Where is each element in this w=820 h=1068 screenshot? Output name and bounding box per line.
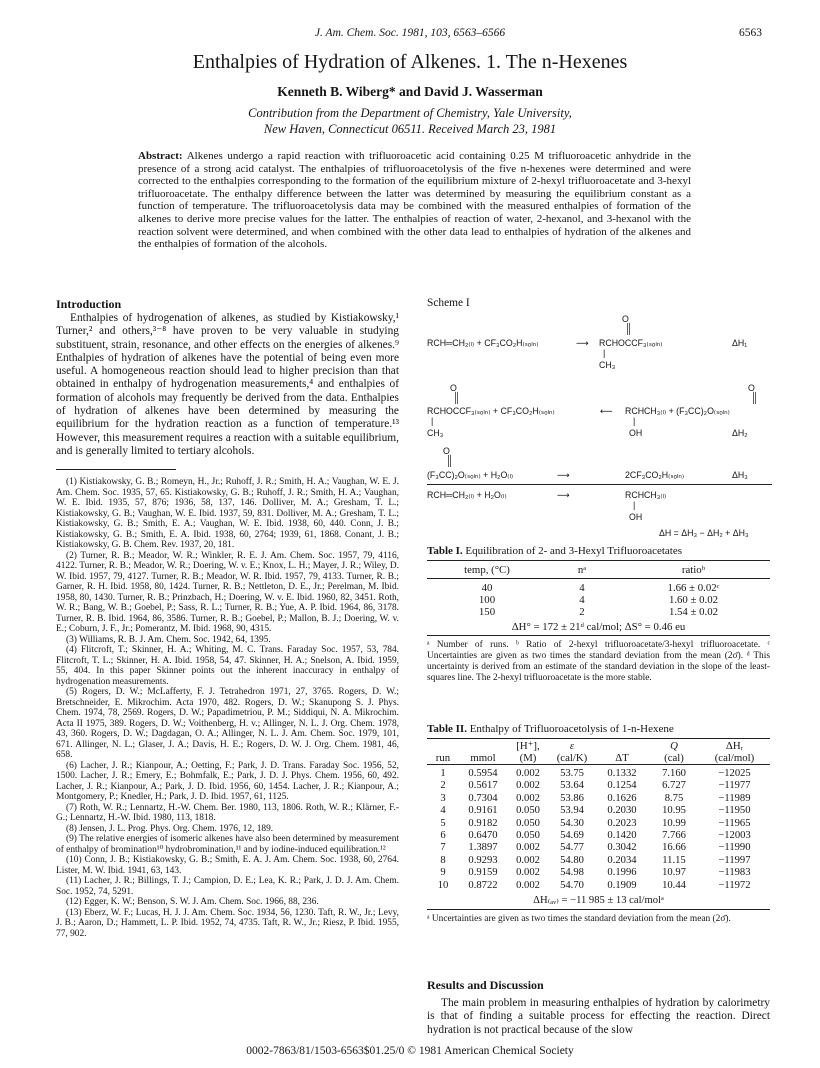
table2-grid bbox=[427, 738, 770, 910]
scheme-sum-line bbox=[427, 484, 772, 485]
table-row bbox=[427, 805, 770, 817]
table-cell: 54.77 bbox=[560, 842, 584, 854]
table-cell: 7.766 bbox=[662, 830, 686, 842]
table-cell: −11965 bbox=[718, 817, 751, 829]
table-cell: 0.3042 bbox=[607, 842, 637, 854]
table-cell: 9 bbox=[440, 867, 446, 879]
reference-item: (5) Rogers, D. W.; McLafferty, F. J. Tetrahedron 1971, 27, 3765. Rogers, D. W.; Bretschneider, E. Mikrochim. Acta 1970, 482. Rogers, D. W.; Skanupong S. J. Phys. Chem. 1974, 78, 2569. Rogers, D. W.; Papadimetriou, P. M.; Siddiqui, N. A. Mikrochim. Acta II 1975, 389. Rogers, D. W.; Voithenberg, H. v.; Allinger, N. L. J. Org. Chem. 1978, 43, 360. Rogers, D. W.; Dagdagan, O. A.; Allinger, N. L. J. Am. Chem. Soc. 1979, 101, 671. Allinger, N. L.; Glaser, J. A.; Davis, H. E.; Rogers, D. W. J. Org. Chem. 1981, 46, 658. bbox=[56, 687, 399, 760]
table2-summary: ΔH₍ₐᵥ₎ = −11 985 ± 13 cal/molᵃ bbox=[533, 895, 664, 907]
table1-header-cell: temp, (°C) bbox=[464, 563, 510, 576]
net-reaction-product: RCHCH₃₍ₗ₎ bbox=[625, 490, 667, 500]
table-cell: 1.66 ± 0.02ᶜ bbox=[667, 582, 720, 594]
table2 bbox=[427, 738, 770, 925]
introduction-text: Enthalpies of hydrogenation of alkenes, as studied by Kistiakowsky,¹ Turner,² and others,³⁻⁸ have proven to be very valuable in studying substituent, strain, resonance, and other effects on the energies of alkenes.⁹ Enthalpies of hydration of alkenes have the potential of being even more useful. A homogeneous reaction should lead to higher precision than that obtained in enthalpy of hydrogenation measurements,⁴ and enthalpies of formation of alcohols may frequently be derived from the data. Enthalpies of hydration of alkenes have been determined by measuring the equilibrium for the hydration reaction as a function of temperature.¹³ However, this measurement requires a reaction with a suitable equilibrium, and is generally limited to tertiary alcohols. bbox=[56, 312, 399, 457]
carbonyl-o-1: O bbox=[622, 314, 629, 324]
double-bond-1: ║ bbox=[625, 324, 633, 335]
table1-summary: ΔH° = 172 ± 21ᵈ cal/mol; ΔS° = 0.46 eu bbox=[511, 621, 686, 633]
table-row bbox=[427, 892, 770, 910]
table-row bbox=[427, 765, 770, 781]
scheme-label: Scheme I bbox=[427, 297, 470, 309]
table1-grid bbox=[427, 560, 770, 636]
table-cell: 16.66 bbox=[662, 842, 686, 854]
hydroxyl-2: OH bbox=[629, 428, 643, 438]
table-row bbox=[427, 818, 770, 830]
table-cell: 54.69 bbox=[560, 830, 584, 842]
table-cell: 0.050 bbox=[516, 830, 540, 842]
table-cell: 54.70 bbox=[560, 879, 584, 891]
introduction-section bbox=[56, 297, 399, 458]
delta-h2: ΔH₂ bbox=[732, 428, 748, 438]
reference-item: (1) Kistiakowsky, G. B.; Romeyn, H., Jr.; Ruhoff, J. R.; Smith, H. A.; Vaughan, W. E. J. Am. Chem. Soc. 1935, 57, 65. Kistiakowsky, G. B.; Ruhoff, J. R.; Smith, H. A.; Vaughan, W. E. Ibid. 1935, 57, 876; 1936, 58, 137, 146. Dolliver, M. A.; Gresham, T. L.; Kistiakowsky, G. B.; Vaughan, W. E. Ibid. 1937, 59, 831. Dolliver, M. A.; Gresham, T. L.; Kistiakowsky, G. B.; Smith, E. A.; Vaughan, W. E. Ibid. 1938, 60, 440. Conn, J. B.; Kistiakowsky, G. B.; Smith, E. A. Ibid. 1938, 60, 2764; 1939, 61, 1868. Conant, J. B.; Kistiakowsky, G. B. Chem. Rev. 1937, 20, 181. bbox=[56, 477, 399, 550]
table1-caption bbox=[427, 545, 770, 557]
table1-header-cell: ratioᵇ bbox=[681, 563, 706, 576]
table-row bbox=[427, 594, 770, 606]
table-row bbox=[427, 793, 770, 805]
table-cell: 0.6470 bbox=[468, 830, 498, 842]
table-cell: 0.050 bbox=[516, 805, 540, 817]
table-cell: 2 bbox=[440, 780, 446, 792]
abstract-label: Abstract: bbox=[138, 150, 183, 162]
carbonyl-o-2: O bbox=[450, 383, 457, 393]
table-cell: 0.9159 bbox=[468, 867, 498, 879]
table-row bbox=[427, 618, 770, 636]
table1-title: Equilibration of 2- and 3-Hexyl Trifluoroacetates bbox=[465, 545, 683, 557]
table-cell: 0.002 bbox=[516, 879, 540, 891]
hydroxyl-4: OH bbox=[629, 512, 643, 522]
table1-header-cell: nᵃ bbox=[577, 563, 587, 576]
table-cell: −11990 bbox=[718, 842, 751, 854]
table-cell: 0.2023 bbox=[607, 817, 637, 829]
reaction-2-products: RCHCH₃₍ₗ₎ + (F₃CC)₂O₍ₛₒₗₙ₎ bbox=[625, 406, 730, 416]
table-cell: 2 bbox=[579, 606, 585, 618]
table-cell: 0.002 bbox=[516, 792, 540, 804]
affiliation bbox=[0, 105, 820, 137]
table2-header-cell bbox=[427, 739, 459, 753]
introduction-heading: Introduction bbox=[56, 297, 122, 311]
table-cell: 10.44 bbox=[662, 879, 686, 891]
reaction-1-product: RCHOCCF₃₍ₛₒₗₙ₎ bbox=[599, 338, 663, 348]
table-cell: 0.002 bbox=[516, 768, 540, 779]
table-cell: 100 bbox=[478, 594, 496, 606]
table-cell: 0.5954 bbox=[468, 768, 498, 779]
table1-label: Table I. bbox=[427, 545, 463, 557]
results-heading: Results and Discussion bbox=[427, 978, 544, 992]
table-cell: 0.9161 bbox=[468, 805, 498, 817]
table-cell: 10.99 bbox=[662, 817, 686, 829]
table-cell: 10 bbox=[437, 879, 449, 891]
table2-header-cell bbox=[459, 739, 507, 753]
table-cell: 0.1996 bbox=[607, 867, 637, 879]
forward-arrow-4: ⟶ bbox=[557, 490, 570, 500]
table-cell: −12003 bbox=[718, 830, 751, 842]
table-row bbox=[427, 830, 770, 842]
table-cell: −11983 bbox=[718, 867, 751, 879]
page-number: 6563 bbox=[739, 27, 762, 39]
table2-header-cell: ΔHᵣ bbox=[725, 739, 744, 752]
table-cell: 7 bbox=[440, 842, 446, 854]
table-cell: −11950 bbox=[718, 805, 751, 817]
reference-item: (4) Flitcroft, T.; Skinner, H. A.; Whiting, M. C. Trans. Faraday Soc. 1957, 53, 784. Flitcroft, T. L.; Skinner, H. A. Ibid. 1958, 54, 47. Skinner, H. A.; Snelson, A. Ibid. 1959, 55, 404. In this paper Skinner points out the inherent inaccuracy in enthalpy of hydrogenation measurements. bbox=[56, 645, 399, 687]
table-cell: 4 bbox=[440, 805, 446, 817]
table-cell: 11.15 bbox=[662, 854, 686, 866]
table-cell: 53.64 bbox=[560, 780, 584, 792]
forward-arrow-1: ⟶ bbox=[576, 338, 589, 348]
table-cell: 0.1332 bbox=[607, 768, 637, 779]
table-cell: 0.002 bbox=[516, 842, 540, 854]
table-cell: 54.98 bbox=[560, 867, 584, 879]
double-bond-3: ║ bbox=[446, 456, 454, 467]
table2-header-cell: run bbox=[435, 752, 451, 764]
table-row bbox=[427, 780, 770, 792]
reference-item: (12) Egger, K. W.; Benson, S. W. J. Am. Chem. Soc. 1966, 88, 236. bbox=[66, 897, 319, 907]
table-cell: 0.002 bbox=[516, 854, 540, 866]
forward-arrow-3: ⟶ bbox=[557, 470, 570, 480]
table-cell: 4 bbox=[579, 582, 585, 594]
reaction-scheme bbox=[427, 310, 772, 572]
table2-header-cell: (cal/mol) bbox=[714, 752, 755, 764]
table-cell: 53.75 bbox=[560, 768, 584, 779]
table-cell: 0.5617 bbox=[468, 780, 498, 792]
table-cell: 8.75 bbox=[664, 792, 684, 804]
reference-item: (7) Roth, W. R.; Lennartz, H.-W. Chem. Ber. 1980, 113, 1806. Roth, W. R.; Klärner, F.-G.; Lennartz, H.-W. Ibid. 1980, 113, 1818. bbox=[56, 802, 399, 823]
table-row bbox=[427, 855, 770, 867]
net-reaction-reactants: RCH═CH₂₍ₗ₎ + H₂O₍ₗ₎ bbox=[427, 490, 507, 500]
carbonyl-o-2b: O bbox=[748, 383, 755, 393]
table2-header-row-bottom bbox=[427, 752, 770, 765]
table-cell: 5 bbox=[440, 817, 446, 829]
reference-item: (11) Lacher, J. R.; Billings, T. J.; Campion, D. E.; Lea, K. R.; Park, J. D. J. Am. Chem. Soc. 1952, 74, 5291. bbox=[56, 876, 399, 897]
table-cell: 7.160 bbox=[662, 768, 686, 779]
table-cell: 0.9182 bbox=[468, 817, 498, 829]
reference-item: (10) Conn, J. B.; Kistiakowsky, G. B.; Smith, E. A. J. Am. Chem. Soc. 1938, 60, 2764. Lister, M. W. Ibid. 1941, 63, 143. bbox=[56, 855, 399, 876]
table-cell: 6 bbox=[440, 830, 446, 842]
affiliation-line-2: New Haven, Connecticut 06511. Received March 23, 1981 bbox=[263, 122, 557, 136]
table-cell: 150 bbox=[478, 606, 496, 618]
reaction-2-reactants: RCHOCCF₃₍ₛₒₗₙ₎ + CF₃CO₂H₍ₛₒₗₙ₎ bbox=[427, 406, 555, 416]
table2-title: Enthalpy of Trifluoroacetolysis of 1-n-Hexene bbox=[469, 723, 674, 735]
enthalpy-sum: ΔH = ΔH₃ − ΔH₂ + ΔH₃ bbox=[659, 528, 749, 538]
table-cell: −12025 bbox=[718, 768, 751, 779]
bond-line-2: | bbox=[431, 416, 434, 426]
article-title: Enthalpies of Hydration of Alkenes. 1. The n-Hexenes bbox=[192, 51, 628, 73]
affiliation-line-1: Contribution from the Department of Chemistry, Yale University, bbox=[248, 106, 572, 120]
table-cell: 53.94 bbox=[560, 805, 584, 817]
table2-footnote: ᵃ Uncertainties are given as two times the standard deviation from the mean (2σ̄). bbox=[427, 914, 731, 925]
table1 bbox=[427, 560, 770, 684]
reference-list bbox=[56, 477, 399, 939]
table-cell: −11997 bbox=[718, 854, 751, 866]
table1-header-row bbox=[427, 561, 770, 579]
abstract bbox=[138, 150, 691, 251]
table2-header-cell: Q bbox=[670, 739, 678, 752]
table2-header-cell: ε bbox=[569, 739, 575, 752]
table-cell: 10.97 bbox=[662, 867, 686, 879]
table-cell: 0.7304 bbox=[468, 792, 498, 804]
table-cell: 40 bbox=[481, 582, 493, 594]
table-cell: 1.60 ± 0.02 bbox=[668, 594, 719, 606]
table2-caption bbox=[427, 723, 770, 735]
reverse-arrow-2: ⟵ bbox=[600, 406, 613, 416]
table-cell: 10.95 bbox=[662, 805, 686, 817]
double-bond-2b: ║ bbox=[751, 393, 759, 404]
carbonyl-o-3: O bbox=[443, 446, 450, 456]
footnote-divider bbox=[56, 469, 176, 470]
table-cell: 54.30 bbox=[560, 817, 584, 829]
results-section bbox=[427, 978, 770, 1037]
reference-item: (8) Jensen, J. L. Prog. Phys. Org. Chem. 1976, 12, 189. bbox=[66, 823, 274, 834]
table-cell: 0.2030 bbox=[607, 805, 637, 817]
double-bond-2: ║ bbox=[453, 393, 461, 404]
table-cell: 0.8722 bbox=[468, 879, 498, 891]
table2-header-cell: (cal) bbox=[664, 752, 684, 764]
table1-footnote: ᵃ Number of runs. ᵇ Ratio of 2-hexyl trifluoroacetate/3-hexyl trifluoroacetate. ᶜ Uncertainties are given as two times the standard deviation from the mean (2σ̄). ᵈ This uncertainty is derived from an estimate of the standard deviation in the slope of the least-squares line. The 2-hexyl trifluoroacetate is the more stable. bbox=[427, 640, 770, 683]
reference-item: (9) The relative energies of isomeric alkenes have also been determined by measurement of enthalpy of bromination¹⁰ hydrobromination,¹¹ and by iodine-induced equilibration.¹² bbox=[56, 834, 399, 855]
reference-item: (2) Turner, R. B.; Meador, W. R.; Winkler, R. E. J. Am. Chem. Soc. 1957, 79, 4116, 4122. Turner, R. B.; Meador, W. R.; Doering, W. v. E.; Knox, L. H.; Mayer, J. R.; Wiley, D. W. Ibid. 1957, 79, 4127. Turner, R. B.; Meador, W. R. Ibid. 1957, 79, 4133. Turner, R. B.; Garner, R. H. Ibid. 1958, 80, 1424. Turner, R. B.; Nettleton, D. E., Jr.; Perelman, M. Ibid. 1958, 80, 1430. Turner, R. B.; Prinzbach, H.; Doering, W. v. E. Ibid. 1960, 82, 3451. Roth, W. R.; Bang, W. B.; Goebel, P.; Sass, R. L.; Turner, R. B.; Yue, A. P. Ibid. 1964, 86, 3178. Turner, R. B. Ibid. 1964, 86, 3586. Turner, R. B.; Goebel, P.; Mallon, B. J.; Doering, W. v. E.; Coburn, J. F., Jr.; Pomerantz, M. Ibid. 1968, 90, 4315. bbox=[56, 550, 399, 634]
methyl-1: CH₃ bbox=[599, 360, 616, 370]
table-cell: 0.1254 bbox=[607, 780, 637, 792]
table-row bbox=[427, 867, 770, 879]
table-cell: 0.002 bbox=[516, 867, 540, 879]
abstract-text: Alkenes undergo a rapid reaction with trifluoroacetic acid containing 0.25 M trifluoroacetic anhydride in the presence of a strong acid catalyst. The enthalpies of trifluoroacetolysis of the five n-hexenes were determined and were corrected to the enthalpies corresponding to the formation of the equilibrium mixture of 2-hexyl trifluoroacetate and 3-hexyl trifluoroacetate. The enthalpy difference between the latter was determined by measuring the equilibrium constant as a function of temperature. The trifluoroacetolysis data may be combined with the measured enthalpies of formation of the alkenes to derive more precise values for the latter. The enthalpies of reaction of water, 2-hexanol, and 3-hexanol with the reaction solvent were determined, and when combined with the other data lead to enthalpies of hydration of the alkenes and the enthalpies of formation of the alcohols. bbox=[138, 150, 691, 251]
table2-body bbox=[427, 765, 770, 910]
table2-header-cell: [H⁺], bbox=[516, 740, 540, 752]
table-cell: 0.1420 bbox=[607, 830, 637, 842]
table-cell: 4 bbox=[579, 594, 585, 606]
author-list: Kenneth B. Wiberg* and David J. Wasserman bbox=[277, 84, 543, 99]
reference-item: (6) Lacher, J. R.; Kianpour, A.; Oetting, F.; Park, J. D. Trans. Faraday Soc. 1956, 52, 1500. Lacher, J. R.; Emery, E.; Bohmfalk, E.; Park, J. D. J. Phys. Chem. 1956, 60, 492. Lacher, J. R.; Kianpour, A.; Park, J. D. Ibid. 1956, 60, 1454. Lacher, J. R.; Kianpour, A.; Montgomery, P.; Knedler, H.; Park, J. D. Ibid. 1957, 61, 1125. bbox=[56, 760, 399, 802]
table-row bbox=[427, 606, 770, 618]
table-cell: 8 bbox=[440, 854, 446, 866]
table-cell: −11972 bbox=[718, 879, 751, 891]
journal-reference: J. Am. Chem. Soc. 1981, 103, 6563–6566 bbox=[314, 27, 506, 39]
reference-item: (3) Williams, R. B. J. Am. Chem. Soc. 1942, 64, 1395. bbox=[66, 634, 271, 645]
bond-line-1: | bbox=[603, 348, 606, 358]
table-cell: −11977 bbox=[718, 780, 751, 792]
table2-header-row-top bbox=[427, 739, 770, 753]
table-cell: 1.54 ± 0.02 bbox=[668, 606, 719, 618]
table-row bbox=[427, 842, 770, 854]
table-cell: 1 bbox=[440, 768, 446, 779]
bond-line-2b: | bbox=[633, 416, 636, 426]
reaction-1-reactants: RCH═CH₂₍ₗ₎ + CF₃CO₂H₍ₛₒₗₙ₎ bbox=[427, 338, 539, 348]
table-cell: 0.9293 bbox=[468, 854, 498, 866]
table2-header-cell: (M) bbox=[519, 752, 537, 764]
table-cell: 0.002 bbox=[516, 780, 540, 792]
table2-header-cell bbox=[595, 739, 649, 753]
table2-header-cell: mmol bbox=[470, 752, 496, 764]
table-cell: −11989 bbox=[718, 792, 751, 804]
copyright-footer: 0002-7863/81/1503-6563$01.25/0 © 1981 American Chemical Society bbox=[246, 1045, 574, 1057]
table-cell: 3 bbox=[440, 792, 446, 804]
table-cell: 0.050 bbox=[516, 817, 540, 829]
table-cell: 0.1909 bbox=[607, 879, 637, 891]
table-cell: 0.1626 bbox=[607, 792, 637, 804]
table-cell: 54.80 bbox=[560, 854, 584, 866]
bond-line-4: | bbox=[633, 500, 636, 510]
table2-label: Table II. bbox=[427, 723, 467, 735]
reaction-3-product: 2CF₃CO₂H₍ₛₒₗₙ₎ bbox=[625, 470, 685, 480]
delta-h3: ΔH₃ bbox=[732, 470, 748, 480]
table2-header-cell: ΔT bbox=[615, 752, 629, 764]
reference-item: (13) Eberz, W. F.; Lucas, H. J. J. Am. Chem. Soc. 1934, 56, 1230. Taft, R. W., Jr.; Levy, J. B.; Aaron, D.; Hammett, L. P. Ibid. 1952, 74, 4735. Taft, R. W., Jr.; Riesz, P. Ibid. 1955, 77, 902. bbox=[56, 907, 399, 939]
methyl-2: CH₃ bbox=[427, 428, 444, 438]
table-cell: 1.3897 bbox=[468, 842, 498, 854]
table2-header-cell: (cal/K) bbox=[556, 752, 588, 764]
results-text: The main problem in measuring enthalpies of hydration by calorimetry is that of finding a suitable process for effecting the reaction. Direct hydration is not practical because of the slow bbox=[427, 997, 770, 1036]
delta-h1: ΔH₁ bbox=[732, 338, 748, 348]
table-cell: 0.2034 bbox=[607, 854, 637, 866]
table-row bbox=[427, 579, 770, 595]
reaction-3-reactants: (F₃CC)₂O₍ₛₒₗₙ₎ + H₂O₍ₗ₎ bbox=[427, 470, 514, 480]
table-cell: 53.86 bbox=[560, 792, 584, 804]
table-cell: 6.727 bbox=[662, 780, 686, 792]
table-row bbox=[427, 880, 770, 892]
